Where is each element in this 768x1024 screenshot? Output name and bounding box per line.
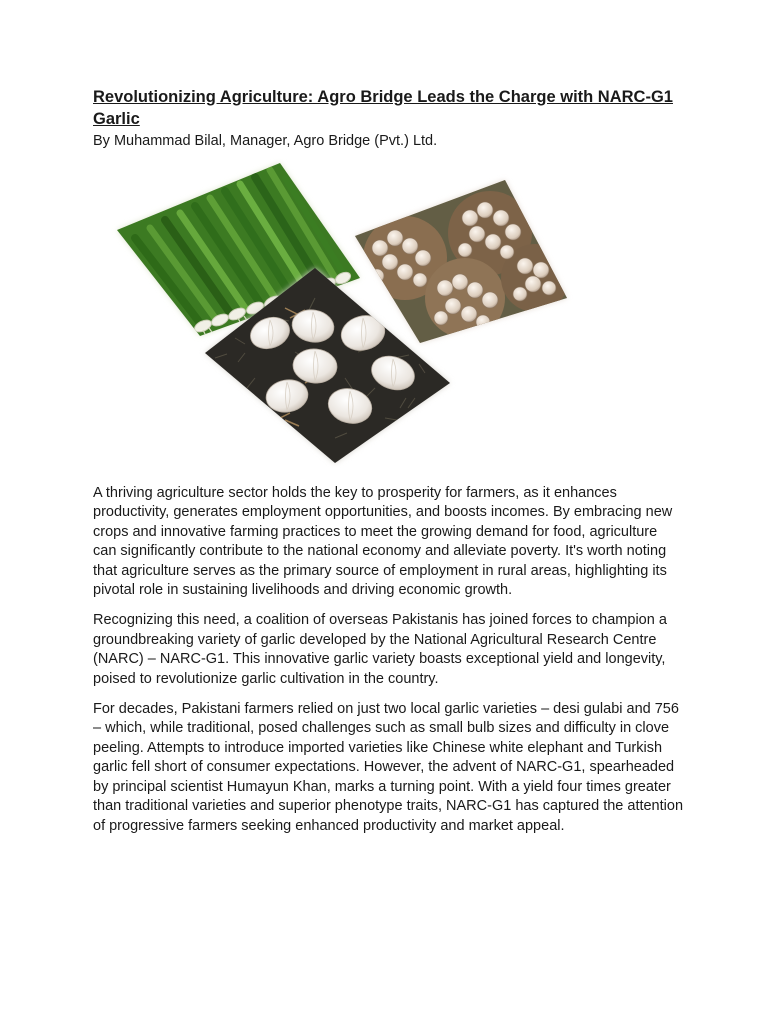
paragraph-3: For decades, Pakistani farmers relied on just two local garlic varieties – desi gulabi and 756 – which, while traditional, posed challenges such as small bulb sizes and difficulty in clove peeling. Attempts to introduce imported varieties like Chinese white elephant and Turkish garlic fell short of consumer expectations. However, the advent of NARC-G1, spearheaded by principal scientist Humayun Khan, marks a turning point. With a yield four times greater than traditional varieties and superior phenotype traits, NARC-G1 has captured the attention of progressive farmers seeking enhanced productivity and market appeal. — [93, 701, 684, 834]
paragraph-1: A thriving agriculture sector holds the key to prosperity for farmers, as it enhances productivity, generates employment opportunities, and boosts incomes. By embracing new crops and innovative farming practices to meet the growing demand for food, agriculture can significantly contribute to the national economy and alleviate poverty. It's worth noting that agriculture serves as the primary source of employment in rural areas, highlighting its pivotal role in sustaining livelihoods and driving economic growth. — [93, 485, 673, 599]
paragraph-2: Recognizing this need, a coalition of overseas Pakistanis has joined forces to champion a groundbreaking variety of garlic developed by the National Agricultural Research Centre (NARC) – NARC-G1. This innovative garlic variety boasts exceptional yield and longevity, poised to revolutionize garlic cultivation in the country. — [93, 612, 667, 687]
article-byline: By Muhammad Bilal, Manager, Agro Bridge (Pvt.) Ltd. — [93, 133, 438, 149]
garlic-photo-collage — [105, 158, 575, 468]
article-title: Revolutionizing Agriculture: Agro Bridge Leads the Charge with NARC-G1 Garlic — [93, 88, 673, 128]
article-body — [93, 484, 683, 847]
